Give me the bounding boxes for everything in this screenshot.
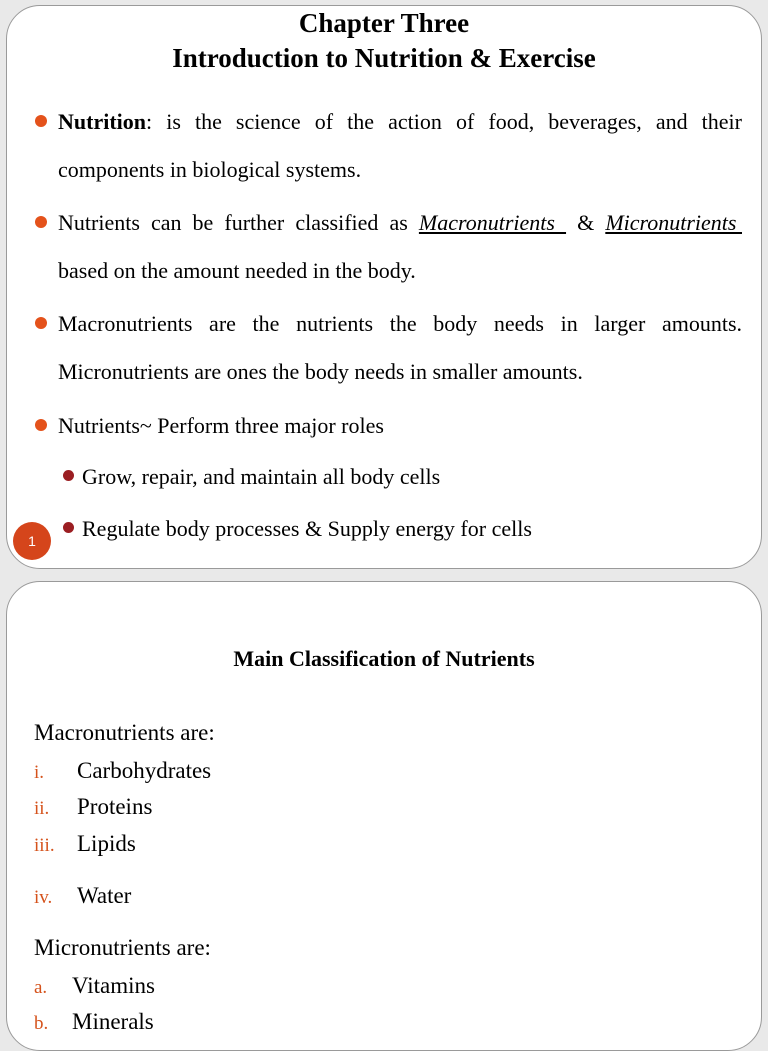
list-marker: a.: [34, 977, 48, 998]
slide-2: [6, 581, 762, 1051]
chapter-subtitle: Introduction to Nutrition & Exercise: [172, 43, 596, 73]
sub-bullet-label: Regulate body processes & Supply energy for cells: [82, 516, 532, 541]
bullet-nutrition: [58, 98, 742, 194]
macronutrients-term: Macronutrients: [418, 210, 567, 235]
micronutrients-heading: Micronutrients are:: [34, 935, 211, 960]
bullet-icon: [35, 317, 47, 329]
ampersand: &: [566, 210, 606, 235]
classification-suffix: based on the amount needed in the body.: [58, 258, 416, 283]
classification-prefix: Nutrients can be further classified as: [58, 210, 419, 235]
list-marker: b.: [34, 1013, 49, 1034]
list-marker: ii.: [34, 798, 50, 819]
bullet-icon: [35, 419, 47, 431]
sub-bullet-icon: [63, 470, 74, 481]
macronutrients-heading: Macronutrients are:: [34, 720, 215, 745]
bullet-classification: [58, 199, 742, 295]
roles-text: Nutrients~ Perform three major roles: [58, 413, 384, 438]
bullet-icon: [35, 216, 47, 228]
list-marker: iv.: [34, 887, 53, 908]
list-label: Minerals: [72, 1009, 154, 1034]
sub-bullet-regulate: [82, 514, 532, 544]
page-number-badge: 1: [13, 522, 51, 560]
list-marker: iii.: [34, 835, 55, 856]
list-label: Water: [77, 883, 132, 908]
list-label: Proteins: [77, 794, 153, 819]
nutrition-term: Nutrition: [58, 109, 146, 134]
list-label: Vitamins: [72, 973, 155, 998]
slide-1: [6, 5, 762, 569]
nutrition-definition: : is the science of the action of food, beverages, and their components in biological systems.: [58, 109, 742, 182]
list-label: Carbohydrates: [77, 758, 212, 783]
bullet-icon: [35, 115, 47, 127]
micronutrients-term: Micronutrients: [605, 210, 742, 235]
bullet-roles: [58, 402, 742, 450]
list-label: Lipids: [77, 831, 136, 856]
chapter-title: Chapter Three: [298, 8, 470, 38]
classification-title: Main Classification of Nutrients: [233, 646, 535, 671]
sub-bullet-label: Grow, repair, and maintain all body cells: [82, 464, 441, 489]
bullet-amounts: [58, 300, 742, 396]
sub-bullet-icon: [63, 522, 74, 533]
sub-bullet-grow: [82, 462, 440, 492]
list-marker: i.: [34, 762, 45, 783]
amounts-text: Macronutrients are the nutrients the body needs in larger amounts. Micronutrients are ones the body needs in smaller amounts.: [58, 311, 742, 384]
